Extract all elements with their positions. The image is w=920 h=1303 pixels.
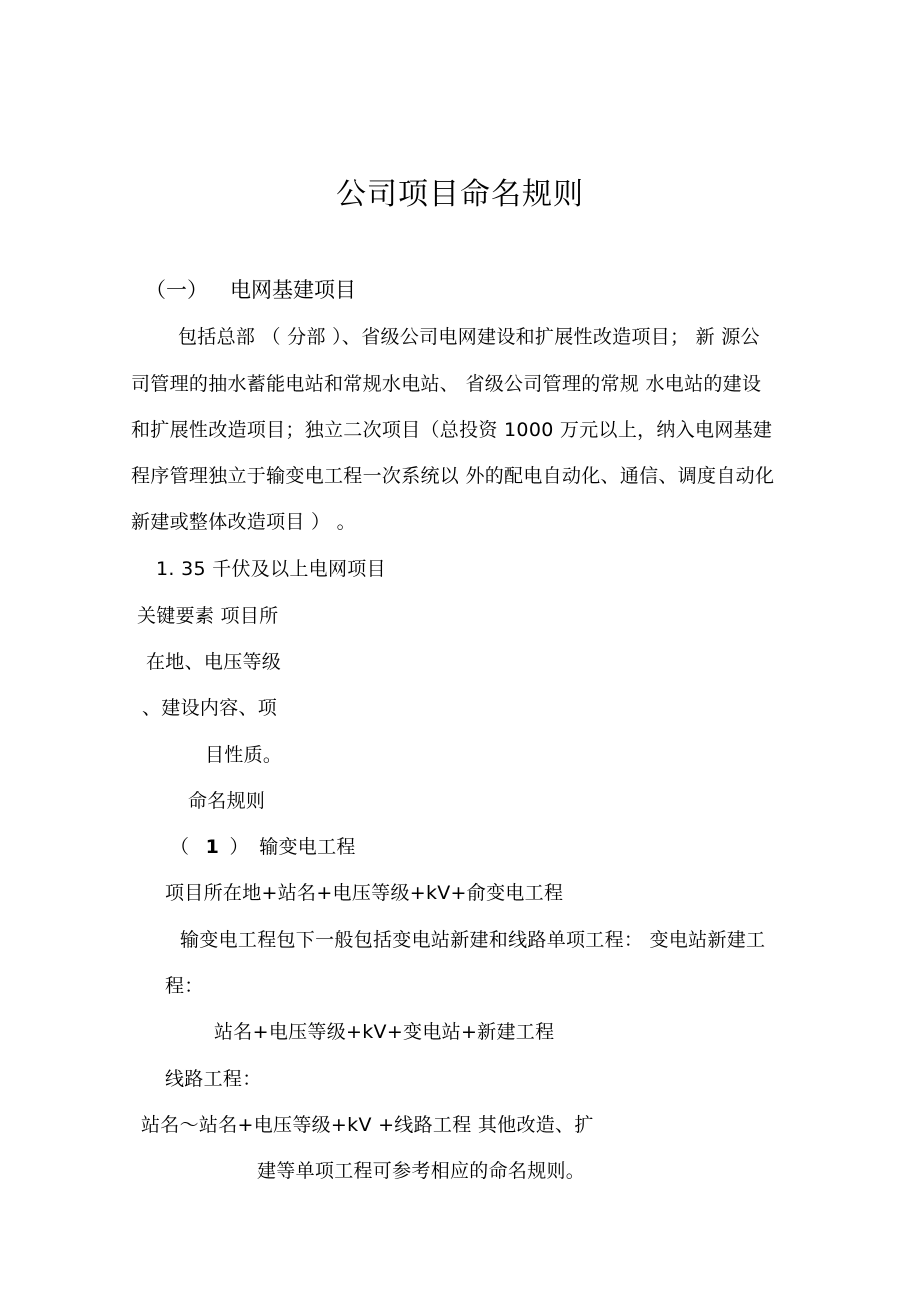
intro-line-2: 司管理的抽水蓄能电站和常规水电站、 省级公司管理的常规 水电站的建设 bbox=[131, 373, 762, 395]
item1-label: 输变电工程 bbox=[259, 836, 356, 858]
line-formula-continued: 建等单项工程可参考相应的命名规则。 bbox=[257, 1160, 586, 1182]
key-elements-line-2: 在地、电压等级 bbox=[146, 651, 282, 673]
document-title: 公司项目命名规则 bbox=[336, 177, 584, 212]
naming-rule-label: 命名规则 bbox=[188, 790, 266, 812]
key-elements-line-3: 、建设内容、项 bbox=[142, 697, 278, 719]
subsection-title: 1. 35 千伏及以上电网项目 bbox=[156, 558, 386, 580]
section-number: （一） bbox=[145, 278, 208, 302]
item1-desc-line-1: 输变电工程包下一般包括变电站新建和线路单项工程： 变电站新建工 bbox=[180, 929, 766, 951]
item1-number: 1 bbox=[205, 836, 220, 858]
item1-desc-line-2: 程： bbox=[165, 975, 204, 997]
item1-open-paren: （ bbox=[170, 836, 190, 858]
section-heading bbox=[145, 276, 356, 304]
section-title: 电网基建项目 bbox=[230, 278, 356, 302]
item1-heading bbox=[170, 834, 356, 860]
line-formula: 站名〜站名+电压等级+kV +线路工程 其他改造、扩 bbox=[141, 1114, 594, 1136]
key-elements-line-4: 目性质。 bbox=[205, 744, 283, 766]
intro-line-4: 程序管理独立于输变电工程一次系统以 外的配电自动化、通信、调度自动化 bbox=[131, 465, 775, 487]
intro-line-5: 新建或整体改造项目 ） 。 bbox=[131, 511, 356, 533]
substation-formula: 站名+电压等级+kV+变电站+新建工程 bbox=[214, 1021, 555, 1043]
intro-line-3: 和扩展性改造项目；独立二次项目（总投资 1000 万元以上，纳入电网基建 bbox=[131, 419, 773, 441]
intro-line-1: 包括总部 （ 分部 ）、省级公司电网建设和扩展性改造项目； 新 源公 bbox=[178, 326, 760, 348]
item1-close-paren: ） bbox=[229, 836, 249, 858]
item1-formula: 项目所在地+站名+电压等级+kV+俞变电工程 bbox=[165, 882, 564, 904]
key-elements-line-1: 关键要素 项目所 bbox=[137, 605, 279, 627]
line-project-label: 线路工程： bbox=[165, 1068, 262, 1090]
